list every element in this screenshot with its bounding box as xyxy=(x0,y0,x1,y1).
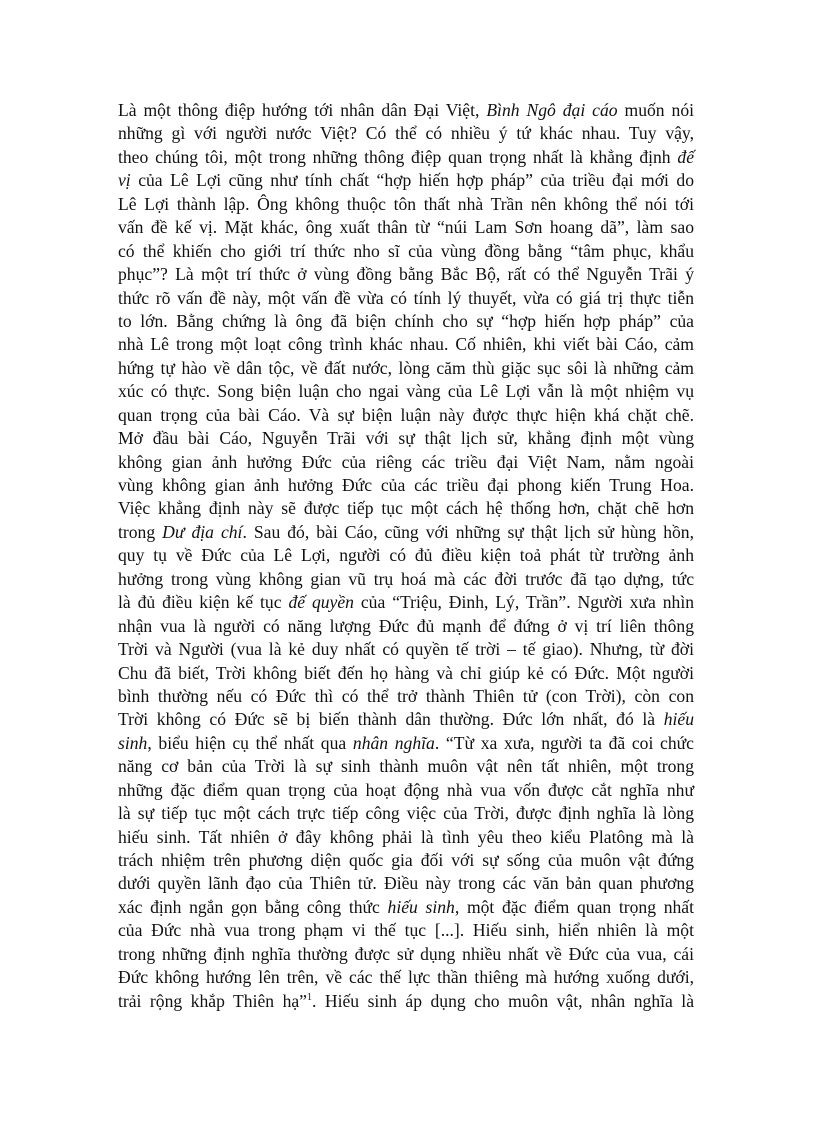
italic-term: hiếu xyxy=(663,709,694,730)
text-line xyxy=(118,380,694,403)
text-run: Chu đã biết, Trời không biết đến họ hàng và chỉ giúp kẻ có Đức. Một người xyxy=(118,662,694,683)
text-run: quan trọng của bài Cáo. Và sự biện luận này được thực hiện khá chặt chẽ. xyxy=(118,404,694,425)
text-line xyxy=(118,591,694,614)
text-line xyxy=(118,404,694,427)
text-run: , biểu hiện cụ thể nhất qua xyxy=(147,732,353,753)
text-line xyxy=(118,849,694,872)
text-line xyxy=(118,943,694,966)
text-run: Mở đầu bài Cáo, Nguyễn Trãi với sự thật lịch sử, khẳng định một vùng xyxy=(118,428,694,449)
text-run: xác định ngắn gọn bằng công thức xyxy=(118,896,388,917)
text-run: nhận vua là người có năng lượng Đức đủ mạnh để đứng ở vị trí liên thông xyxy=(118,615,694,636)
text-line xyxy=(118,638,694,661)
text-line xyxy=(118,615,694,638)
text-line xyxy=(118,146,694,169)
text-run: trách nhiệm trên phương diện quốc gia đối với sự sống của muôn vật đứng xyxy=(118,850,694,870)
text-run: năng cơ bản của Trời là sự sinh thành muôn vật nên tất nhiên, một trong xyxy=(118,756,694,777)
text-line xyxy=(118,755,694,778)
text-run: trải rộng khắp Thiên hạ” xyxy=(118,990,307,1011)
text-line xyxy=(118,122,694,145)
italic-term: vị xyxy=(118,170,131,191)
text-line xyxy=(118,99,694,122)
text-line xyxy=(118,169,694,192)
text-run: Đức không hướng lên trên, về các thế lực thần thiêng mà hướng xuống dưới, xyxy=(118,967,694,988)
text-run: vùng không gian ảnh hưởng Đức của các triều đại phong kiến Trung Hoa. xyxy=(118,475,694,495)
italic-term: đế quyền xyxy=(288,592,354,613)
text-run: xúc có thực. Song biện luận cho ngai vàng của Lê Lợi vẫn là một nhiệm vụ xyxy=(118,381,694,402)
text-line xyxy=(118,451,694,474)
text-line xyxy=(118,779,694,802)
text-line xyxy=(118,240,694,263)
text-run: thức rõ vấn đề này, một vấn đề vừa có tính lý thuyết, vừa có giá trị thực tiễn xyxy=(118,287,694,308)
italic-term: đế xyxy=(677,146,694,167)
text-line xyxy=(118,497,694,520)
text-run: là sự tiếp tục một cách trực tiếp công việc của Trời, được định nghĩa là lòng xyxy=(118,803,694,824)
text-line xyxy=(118,193,694,216)
text-line xyxy=(118,732,694,755)
text-run: theo chúng tôi, một trong những thông điệp quan trọng nhất là khẳng định xyxy=(118,146,678,167)
text-line xyxy=(118,966,694,989)
italic-term: sinh xyxy=(118,732,148,753)
text-run: . Hiếu sinh áp dụng cho muôn vật, nhân nghĩa là xyxy=(312,990,694,1011)
text-line xyxy=(118,919,694,942)
text-line xyxy=(118,263,694,286)
text-line xyxy=(118,685,694,708)
text-run: Trời và Người (vua là kẻ duy nhất có quyền tế trời – tế giao). Nhưng, từ đời xyxy=(118,639,694,660)
text-run: của Đức nhà vua trong phạm vi thế tục [...]. Hiếu sinh, hiển nhiên là một xyxy=(118,920,694,941)
text-run: là đủ điều kiện kế tục xyxy=(118,592,289,613)
text-run: dưới quyền lãnh đạo của Thiên tử. Điều này trong các văn bản quan phương xyxy=(118,873,694,894)
text-run: trong xyxy=(118,521,163,542)
document-body xyxy=(118,99,694,1013)
text-line xyxy=(118,662,694,685)
text-run: . Sau đó, bài Cáo, cũng với những sự thật lịch sử hùng hồn, xyxy=(242,521,694,542)
text-run: những đặc điểm quan trọng của hoạt động nhà vua vốn được cắt nghĩa như xyxy=(118,779,694,800)
text-run: trong những định nghĩa thường được sử dụng nhiều nhất về Đức của vua, cái xyxy=(118,943,694,964)
footnote-marker: 1 xyxy=(307,991,312,1003)
text-line xyxy=(118,474,694,497)
italic-term: nhân nghĩa xyxy=(352,732,435,753)
text-line xyxy=(118,333,694,356)
text-run: hứng tự hào về dân tộc, về đất nước, lòng căm thù giặc sục sôi là những cảm xyxy=(118,357,694,378)
text-run: Lê Lợi thành lập. Ông không thuộc tôn thất nhà Trần nên không thể nói tới xyxy=(118,193,694,214)
text-run: hưởng trong vùng không gian vũ trụ hoá mà các đời trước đã tạo dựng, tức xyxy=(118,568,694,589)
text-line xyxy=(118,872,694,895)
text-run: Trời không có Đức sẽ bị biến thành dân thường. Đức lớn nhất, đó là xyxy=(118,709,664,730)
text-line xyxy=(118,521,694,544)
text-line xyxy=(118,708,694,731)
italic-term: Dư địa chí xyxy=(162,521,243,542)
text-run: có thể khiến cho giới trí thức nho sĩ của vùng đồng bằng “tâm phục, khẩu xyxy=(118,240,694,261)
text-run: . “Từ xa xưa, người ta đã coi chức xyxy=(434,732,694,753)
text-run: của Lê Lợi cũng như tính chất “hợp hiến hợp pháp” của triều đại mới do xyxy=(130,170,694,191)
text-line xyxy=(118,544,694,567)
text-run: không gian ảnh hưởng Đức của riêng các triều đại Việt Nam, nằm ngoài xyxy=(118,451,694,472)
text-line xyxy=(118,802,694,825)
text-run: của “Triệu, Đinh, Lý, Trần”. Người xưa nhìn xyxy=(353,592,695,613)
text-run: quy tụ về Đức của Lê Lợi, người có đủ điều kiện toả phát từ trường ảnh xyxy=(118,545,694,566)
text-line xyxy=(118,216,694,239)
text-line xyxy=(118,826,694,849)
text-line xyxy=(118,310,694,333)
text-run: Việc khẳng định này sẽ được tiếp tục một cách hệ thống hơn, chặt chẽ hơn xyxy=(118,498,694,519)
text-run: , một đặc điểm quan trọng nhất xyxy=(454,896,694,917)
text-line xyxy=(118,896,694,919)
text-run: bình thường nếu có Đức thì có thể trở thành Thiên tử (con Trời), còn con xyxy=(118,685,694,706)
text-run: to lớn. Bằng chứng là ông đã biện chính cho sự “hợp hiến hợp pháp” của xyxy=(118,310,694,331)
text-line xyxy=(118,568,694,591)
text-run: nhà Lê trong một loạt công trình khác nhau. Cố nhiên, khi viết bài Cáo, cảm xyxy=(118,334,694,355)
text-line xyxy=(118,990,694,1013)
text-line xyxy=(118,357,694,380)
text-line xyxy=(118,427,694,450)
text-run: Là một thông điệp hướng tới nhân dân Đại Việt, xyxy=(118,100,487,120)
text-run: những gì với người nước Việt? Có thể có nhiều ý tứ khác nhau. Tuy vậy, xyxy=(118,123,694,144)
text-run: hiếu sinh. Tất nhiên ở đây không phải là tình yêu theo kiểu Platông mà là xyxy=(118,826,694,847)
text-line xyxy=(118,287,694,310)
italic-term: Bình Ngô đại cáo xyxy=(486,100,618,120)
text-run: vấn đề kế vị. Mặt khác, ông xuất thân từ “núi Lam Sơn hoang dã”, làm sao xyxy=(118,217,694,238)
text-run: phục”? Là một trí thức ở vùng đồng bằng Bắc Bộ, rất có thể Nguyễn Trãi ý xyxy=(118,264,694,285)
text-run: muốn nói xyxy=(617,100,695,120)
italic-term: hiếu sinh xyxy=(387,896,455,917)
